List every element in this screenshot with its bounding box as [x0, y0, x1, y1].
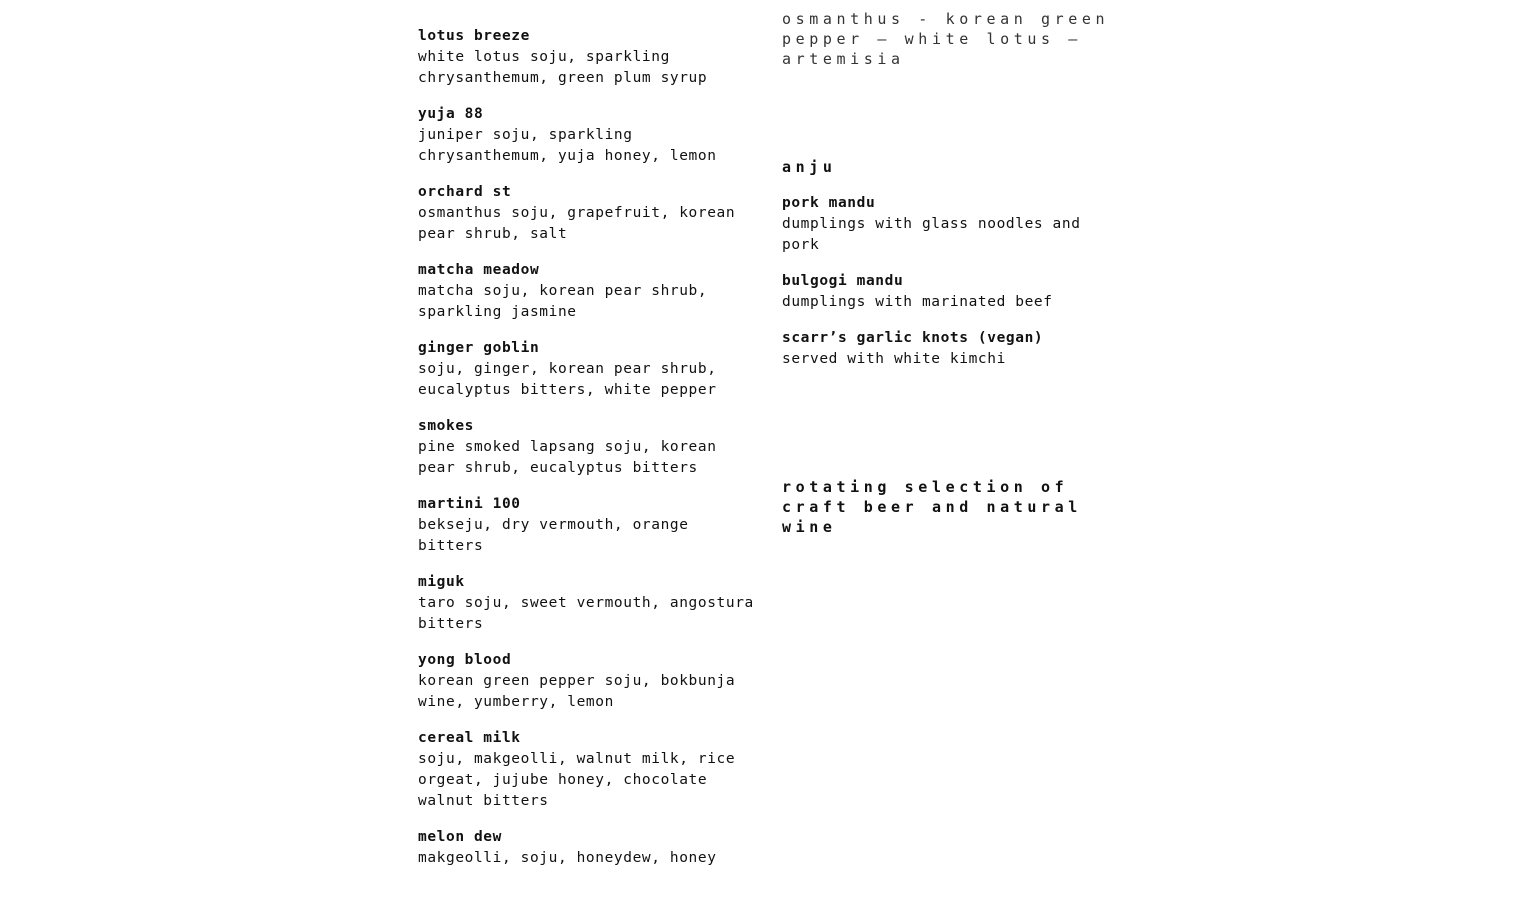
menu-item-yong-blood	[418, 650, 763, 713]
menu-item-matcha-meadow	[418, 260, 763, 323]
item-description: osmanthus soju, grapefruit, korean pear shrub, salt	[418, 205, 736, 242]
item-description: matcha soju, korean pear shrub, sparkling jasmine	[418, 283, 708, 320]
item-description: taro soju, sweet vermouth, angostura bitters	[418, 595, 754, 632]
item-name: melon dew	[418, 829, 502, 845]
item-name: matcha meadow	[418, 262, 540, 278]
item-description: juniper soju, sparkling chrysanthemum, yuja honey, lemon	[418, 127, 717, 164]
menu-item-melon-dew	[418, 827, 763, 869]
item-description: pine smoked lapsang soju, korean pear shrub, eucalyptus bitters	[418, 439, 717, 476]
menu-item-martini-100	[418, 494, 763, 557]
item-name: martini 100	[418, 496, 521, 512]
menu-item-pork-mandu	[782, 193, 1127, 256]
cocktail-column	[418, 0, 763, 884]
item-description: served with white kimchi	[782, 351, 1006, 367]
menu-item-bulgogi-mandu	[782, 271, 1127, 313]
right-column	[782, 0, 1127, 537]
item-name: miguk	[418, 574, 465, 590]
menu-item-miguk	[418, 572, 763, 635]
menu-item-yuja-88	[418, 104, 763, 167]
item-name: yong blood	[418, 652, 512, 668]
menu-item-garlic-knots	[782, 328, 1127, 370]
item-description: bekseju, dry vermouth, orange bitters	[418, 517, 689, 554]
item-name: smokes	[418, 418, 474, 434]
item-name: ginger goblin	[418, 340, 540, 356]
rotating-selection-note: rotating selection of craft beer and natural wine	[782, 478, 1082, 536]
anju-heading: anju	[782, 158, 837, 176]
item-description: soju, makgeolli, walnut milk, rice orgeat, jujube honey, chocolate walnut bitters	[418, 751, 736, 809]
item-name: orchard st	[418, 184, 512, 200]
item-name: pork mandu	[782, 195, 876, 211]
item-description: white lotus soju, sparkling chrysanthemum, green plum syrup	[418, 49, 708, 86]
item-name: scarr’s garlic knots (vegan)	[782, 330, 1044, 346]
item-name: lotus breeze	[418, 28, 530, 44]
item-description: makgeolli, soju, honeydew, honey	[418, 850, 717, 866]
soju-flight-list: osmanthus - korean green pepper – white lotus – artemisia	[782, 10, 1110, 68]
item-description: korean green pepper soju, bokbunja wine, yumberry, lemon	[418, 673, 736, 710]
menu-item-orchard-st	[418, 182, 763, 245]
menu-item-smokes	[418, 416, 763, 479]
item-description: soju, ginger, korean pear shrub, eucalyptus bitters, white pepper	[418, 361, 717, 398]
menu-item-cereal-milk	[418, 728, 763, 812]
item-name: bulgogi mandu	[782, 273, 904, 289]
item-description: dumplings with marinated beef	[782, 294, 1053, 310]
item-description: dumplings with glass noodles and pork	[782, 216, 1081, 253]
menu-item-lotus-breeze	[418, 26, 763, 89]
item-name: cereal milk	[418, 730, 521, 746]
menu-item-ginger-goblin	[418, 338, 763, 401]
item-name: yuja 88	[418, 106, 484, 122]
